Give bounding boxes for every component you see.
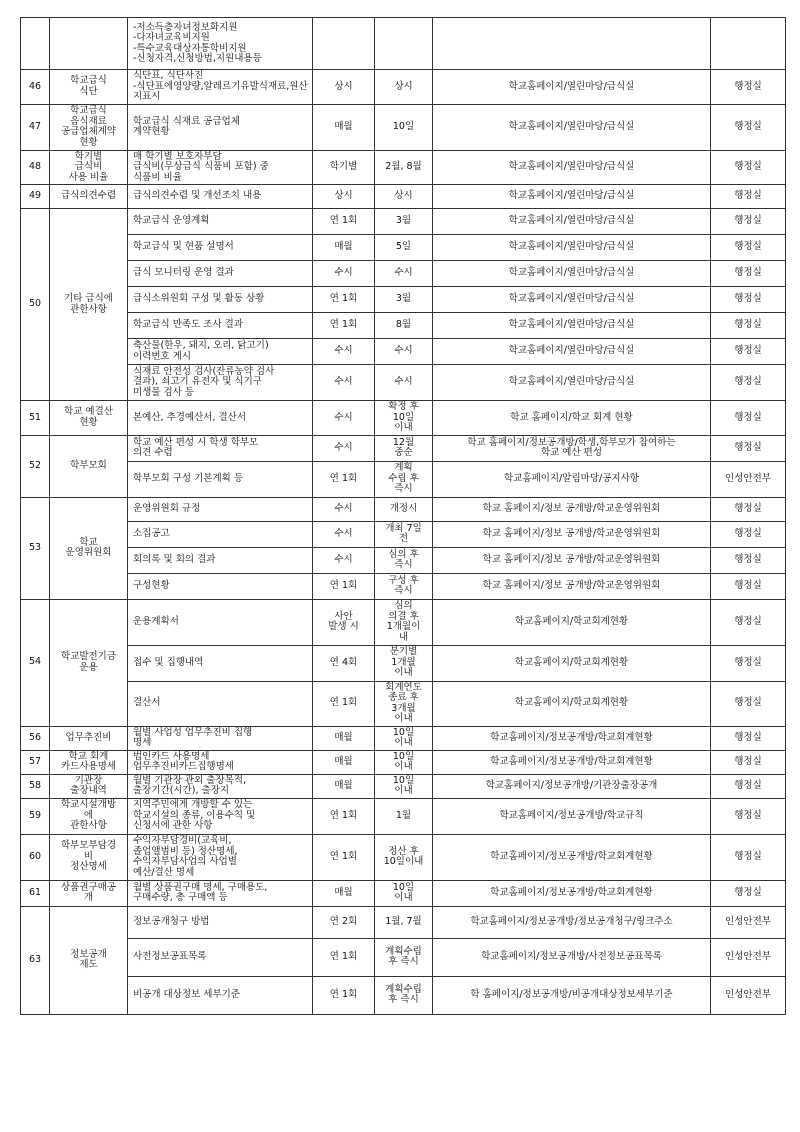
- item-department: 인성안전부: [711, 938, 786, 976]
- item-frequency: 수시: [313, 497, 375, 521]
- item-frequency: 수시: [313, 435, 375, 461]
- item-timing: 5일: [375, 235, 433, 261]
- item-number: 53: [21, 497, 50, 599]
- table-row: [21, 261, 786, 287]
- item-location: 학교홈페이지/열린마당/급식실: [433, 104, 711, 150]
- item-number: 48: [21, 150, 50, 185]
- table-row: [21, 726, 786, 750]
- item-timing: 계획 수립 후 즉시: [375, 461, 433, 497]
- item-department: 행정실: [711, 401, 786, 436]
- item-timing: 1월, 7월: [375, 906, 433, 938]
- item-timing: 확정 후 10일 이내: [375, 401, 433, 436]
- table-row: [21, 365, 786, 401]
- item-content: 매 학기별 보호자부담 급식비(무상급식 식품비 포함) 중 식품비 비율: [128, 150, 313, 185]
- item-timing: 10일: [375, 104, 433, 150]
- table-row: [21, 70, 786, 105]
- item-timing: 개최 7일 전: [375, 521, 433, 547]
- table-row: [21, 435, 786, 461]
- table-row: [21, 750, 786, 774]
- item-content: 급식소위원회 구성 및 활동 상황: [128, 287, 313, 313]
- item-location: 학교 홈페이지/정보공개방/학생,학부모가 참여하는 학교 예산 편성: [433, 435, 711, 461]
- table-row: [21, 150, 786, 185]
- item-location: 학교 홈페이지/정보 공개방/학교운영위원회: [433, 497, 711, 521]
- item-frequency: [313, 18, 375, 70]
- item-department: 행정실: [711, 573, 786, 599]
- table-row: [21, 401, 786, 436]
- item-frequency: 수시: [313, 365, 375, 401]
- item-location: 학교홈페이지/정보공개방/학교회계현황: [433, 880, 711, 906]
- item-content: 정보공개청구 방법: [128, 906, 313, 938]
- item-department: 행정실: [711, 726, 786, 750]
- item-department: 행정실: [711, 547, 786, 573]
- item-location: 학교 홈페이지/정보 공개방/학교운영위원회: [433, 521, 711, 547]
- table-row: [21, 185, 786, 209]
- item-category: 기관장 출장내역: [50, 774, 128, 798]
- item-department: 행정실: [711, 774, 786, 798]
- item-content: 월별 상품권구매 명세, 구매용도, 구매수량, 총 구매액 등: [128, 880, 313, 906]
- item-timing: 12월 중순: [375, 435, 433, 461]
- item-timing: 정산 후 10일이내: [375, 834, 433, 880]
- item-category: 학기별 급식비 사용 비율: [50, 150, 128, 185]
- item-frequency: 연 1회: [313, 573, 375, 599]
- table-row: [21, 547, 786, 573]
- item-content: 급식의견수렴 및 개선조치 내용: [128, 185, 313, 209]
- item-department: 행정실: [711, 798, 786, 834]
- item-timing: 10일 이내: [375, 774, 433, 798]
- item-frequency: 연 1회: [313, 834, 375, 880]
- item-location: 학교 홈페이지/학교 회계 현황: [433, 401, 711, 436]
- item-frequency: 매월: [313, 880, 375, 906]
- item-frequency: 연 1회: [313, 938, 375, 976]
- item-frequency: 매월: [313, 750, 375, 774]
- item-location: 학교홈페이지/알림마당/공지사항: [433, 461, 711, 497]
- table-row: [21, 18, 786, 70]
- item-location: 학교홈페이지/학교회계현황: [433, 681, 711, 726]
- item-content: 결산서: [128, 681, 313, 726]
- item-content: 회의록 및 회의 결과: [128, 547, 313, 573]
- item-frequency: 연 4회: [313, 645, 375, 681]
- item-number: 51: [21, 401, 50, 436]
- table-row: [21, 906, 786, 938]
- item-content: 월별 사업성 업무추진비 집행 명세: [128, 726, 313, 750]
- item-location: 학 홈페이지/정보공개방/비공개대상정보세부기준: [433, 976, 711, 1014]
- item-department: 행정실: [711, 185, 786, 209]
- item-category: 급식의견수렴: [50, 185, 128, 209]
- item-content: 운영위원회 규정: [128, 497, 313, 521]
- table-row: [21, 681, 786, 726]
- item-department: 행정실: [711, 287, 786, 313]
- item-department: 행정실: [711, 104, 786, 150]
- item-timing: 구성 후 즉시: [375, 573, 433, 599]
- table-row: [21, 938, 786, 976]
- table-row: [21, 104, 786, 150]
- item-category: 상품권구매공 개: [50, 880, 128, 906]
- item-content: 법인카드 사용명세 업무추진비카드집행명세: [128, 750, 313, 774]
- item-frequency: 수시: [313, 261, 375, 287]
- item-category: 학교 예결산 현황: [50, 401, 128, 436]
- table-row: [21, 645, 786, 681]
- item-frequency: 수시: [313, 547, 375, 573]
- item-content: 식단표, 식단사진 -식단표에영양량,알레르기유발식재료,원산지표시: [128, 70, 313, 105]
- item-number: 60: [21, 834, 50, 880]
- item-department: 인성안전부: [711, 976, 786, 1014]
- item-location: 학교홈페이지/정보공개방/사전정보공표목록: [433, 938, 711, 976]
- item-department: 행정실: [711, 261, 786, 287]
- item-frequency: 연 1회: [313, 287, 375, 313]
- item-department: 행정실: [711, 521, 786, 547]
- table-row: [21, 521, 786, 547]
- item-category: [50, 18, 128, 70]
- item-timing: 1월: [375, 798, 433, 834]
- item-timing: 심의 후 즉시: [375, 547, 433, 573]
- item-department: 인성안전부: [711, 906, 786, 938]
- item-content: 학부모회 구성 기본계획 등: [128, 461, 313, 497]
- item-timing: 심의 의결 후 1개월이 내: [375, 599, 433, 645]
- item-number: 50: [21, 209, 50, 401]
- table-row: [21, 313, 786, 339]
- item-category: 기타 급식에 관한사항: [50, 209, 128, 401]
- table-row: [21, 497, 786, 521]
- item-content: 식재료 안전성 검사(잔류농약 검사 결과), 쇠고기 유전자 및 식기구 미생물 검사 등: [128, 365, 313, 401]
- item-department: 행정실: [711, 599, 786, 645]
- item-content: 급식 모니터링 운영 결과: [128, 261, 313, 287]
- item-department: 행정실: [711, 497, 786, 521]
- table-row: [21, 339, 786, 365]
- item-content: 접수 및 집행내역: [128, 645, 313, 681]
- item-frequency: 수시: [313, 339, 375, 365]
- item-department: 인성안전부: [711, 461, 786, 497]
- item-department: 행정실: [711, 750, 786, 774]
- item-department: 행정실: [711, 150, 786, 185]
- item-content: 학교급식 만족도 조사 결과: [128, 313, 313, 339]
- item-category: 학교 운영위원회: [50, 497, 128, 599]
- item-content: 사전정보공표목록: [128, 938, 313, 976]
- disclosure-table: [20, 17, 786, 1015]
- item-number: 52: [21, 435, 50, 497]
- item-department: 행정실: [711, 645, 786, 681]
- item-timing: 10일 이내: [375, 750, 433, 774]
- item-content: 운용계획서: [128, 599, 313, 645]
- item-location: 학교홈페이지/학교회계현황: [433, 645, 711, 681]
- item-frequency: 상시: [313, 185, 375, 209]
- item-location: 학교홈페이지/정보공개방/학교규칙: [433, 798, 711, 834]
- item-frequency: 매월: [313, 235, 375, 261]
- item-number: [21, 18, 50, 70]
- item-number: 47: [21, 104, 50, 150]
- item-location: 학교홈페이지/정보공개방/학교회계현황: [433, 750, 711, 774]
- item-timing: 수시: [375, 339, 433, 365]
- item-frequency: 매월: [313, 726, 375, 750]
- item-location: 학교홈페이지/열린마당/급식실: [433, 365, 711, 401]
- item-timing: [375, 18, 433, 70]
- item-frequency: 연 1회: [313, 209, 375, 235]
- item-number: 46: [21, 70, 50, 105]
- item-department: 행정실: [711, 365, 786, 401]
- item-timing: 상시: [375, 70, 433, 105]
- item-content: 본예산, 추경예산서, 결산서: [128, 401, 313, 436]
- item-frequency: 수시: [313, 521, 375, 547]
- item-category: 학교급식 식단: [50, 70, 128, 105]
- table-row: [21, 209, 786, 235]
- item-location: 학교홈페이지/열린마당/급식실: [433, 313, 711, 339]
- item-frequency: 연 1회: [313, 976, 375, 1014]
- item-category: 학교급식 음식재료 공급업체계약 현황: [50, 104, 128, 150]
- item-content: 학교급식 및 현품 설명서: [128, 235, 313, 261]
- item-content: 학교급식 식재료 공급업체 계약현황: [128, 104, 313, 150]
- item-category: 학부모회: [50, 435, 128, 497]
- item-number: 56: [21, 726, 50, 750]
- item-department: 행정실: [711, 681, 786, 726]
- item-timing: 10일 이내: [375, 726, 433, 750]
- item-frequency: 연 1회: [313, 461, 375, 497]
- item-frequency: 상시: [313, 70, 375, 105]
- item-timing: 수시: [375, 261, 433, 287]
- item-department: 행정실: [711, 435, 786, 461]
- item-location: 학교홈페이지/열린마당/급식실: [433, 261, 711, 287]
- item-timing: 8월: [375, 313, 433, 339]
- item-frequency: 매월: [313, 774, 375, 798]
- item-frequency: 연 1회: [313, 798, 375, 834]
- item-department: 행정실: [711, 235, 786, 261]
- item-timing: 수시: [375, 365, 433, 401]
- table-row: [21, 235, 786, 261]
- item-timing: 상시: [375, 185, 433, 209]
- item-number: 63: [21, 906, 50, 1014]
- item-location: 학교홈페이지/열린마당/급식실: [433, 150, 711, 185]
- item-location: [433, 18, 711, 70]
- item-department: 행정실: [711, 339, 786, 365]
- item-number: 49: [21, 185, 50, 209]
- item-timing: 3월: [375, 287, 433, 313]
- item-content: 월별 기관장 관외 출장목적, 출장기간(시간), 출장지: [128, 774, 313, 798]
- item-department: 행정실: [711, 834, 786, 880]
- table-row: [21, 573, 786, 599]
- item-location: 학교홈페이지/열린마당/급식실: [433, 339, 711, 365]
- table-row: [21, 287, 786, 313]
- item-content: -저소득층자녀정보화지원 -다자녀교육비지원 -특수교육대상자통학비지원 -신청자격,신청방법,지원내용등: [128, 18, 313, 70]
- item-frequency: 매월: [313, 104, 375, 150]
- item-location: 학교홈페이지/정보공개방/학교회계현황: [433, 834, 711, 880]
- item-category: 학교발전기금 운용: [50, 599, 128, 726]
- item-frequency: 학기별: [313, 150, 375, 185]
- item-timing: 10일 이내: [375, 880, 433, 906]
- table-row: [21, 834, 786, 880]
- table-row: [21, 976, 786, 1014]
- item-content: 축산물(한우, 돼지, 오리, 닭고기) 이력번호 게시: [128, 339, 313, 365]
- item-category: 학교 회계 카드사용명세: [50, 750, 128, 774]
- item-content: 지역주민에게 개방할 수 있는 학교시설의 종류, 이용수칙 및 신청서에 관한 사항: [128, 798, 313, 834]
- item-number: 59: [21, 798, 50, 834]
- item-department: [711, 18, 786, 70]
- item-location: 학교홈페이지/열린마당/급식실: [433, 235, 711, 261]
- item-number: 57: [21, 750, 50, 774]
- table-row: [21, 461, 786, 497]
- item-location: 학교홈페이지/열린마당/급식실: [433, 209, 711, 235]
- item-timing: 계획수립 후 즉시: [375, 938, 433, 976]
- item-location: 학교 홈페이지/정보 공개방/학교운영위원회: [433, 573, 711, 599]
- item-frequency: 연 2회: [313, 906, 375, 938]
- item-category: 업무추진비: [50, 726, 128, 750]
- table-row: [21, 798, 786, 834]
- item-frequency: 사안 발생 시: [313, 599, 375, 645]
- item-timing: 개정시: [375, 497, 433, 521]
- item-timing: 3월: [375, 209, 433, 235]
- item-department: 행정실: [711, 313, 786, 339]
- item-frequency: 연 1회: [313, 681, 375, 726]
- table-row: [21, 774, 786, 798]
- item-frequency: 수시: [313, 401, 375, 436]
- item-department: 행정실: [711, 209, 786, 235]
- item-location: 학교홈페이지/열린마당/급식실: [433, 70, 711, 105]
- item-content: 수익자부담경비(교육비, 졸업앨범비 등) 정산명세, 수익자부담사업의 사업별 예산/결산 명세: [128, 834, 313, 880]
- item-timing: 분기별 1개월 이내: [375, 645, 433, 681]
- item-timing: 계획수립 후 즉시: [375, 976, 433, 1014]
- item-location: 학교홈페이지/열린마당/급식실: [433, 287, 711, 313]
- item-content: 소집공고: [128, 521, 313, 547]
- item-location: 학교홈페이지/정보공개방/정보공개청구/링크주소: [433, 906, 711, 938]
- table-row: [21, 880, 786, 906]
- item-location: 학교홈페이지/학교회계현황: [433, 599, 711, 645]
- item-timing: 2월, 8월: [375, 150, 433, 185]
- item-content: 학교 예산 편성 시 학생 학부모 의견 수렴: [128, 435, 313, 461]
- item-content: 학교급식 운영계획: [128, 209, 313, 235]
- item-content: 구성현황: [128, 573, 313, 599]
- item-location: 학교홈페이지/정보공개방/기관장출장공개: [433, 774, 711, 798]
- item-content: 비공개 대상정보 세부기준: [128, 976, 313, 1014]
- item-department: 행정실: [711, 880, 786, 906]
- item-number: 58: [21, 774, 50, 798]
- item-category: 학부모부담경 비 정산명세: [50, 834, 128, 880]
- item-category: 정보공개 제도: [50, 906, 128, 1014]
- item-department: 행정실: [711, 70, 786, 105]
- item-location: 학교홈페이지/정보공개방/학교회계현황: [433, 726, 711, 750]
- item-location: 학교홈페이지/열린마당/급식실: [433, 185, 711, 209]
- item-number: 61: [21, 880, 50, 906]
- table-row: [21, 599, 786, 645]
- item-timing: 회계연도 종료 후 3개월 이내: [375, 681, 433, 726]
- item-location: 학교 홈페이지/정보 공개방/학교운영위원회: [433, 547, 711, 573]
- item-category: 학교시설개방 에 관한사항: [50, 798, 128, 834]
- item-frequency: 연 1회: [313, 313, 375, 339]
- item-number: 54: [21, 599, 50, 726]
